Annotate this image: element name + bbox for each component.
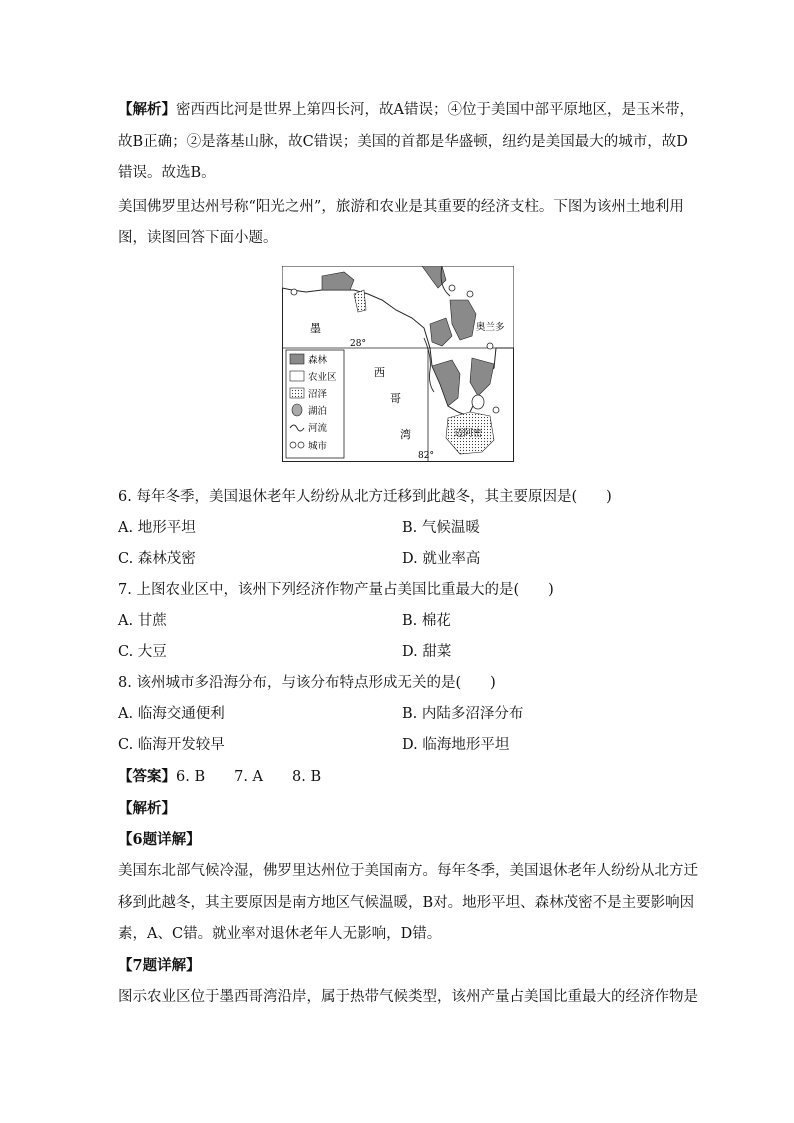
city-marker: [467, 291, 473, 297]
detail-6-line-1: 美国东北部气候冷湿，佛罗里达州位于美国南方。每年冬季，美国退休老年人纷纷从北方迁: [118, 863, 698, 879]
florida-land-use-map: [282, 266, 514, 462]
legend-forest-label: 森林: [308, 355, 328, 366]
q8-option-b: B. 内陆多沼泽分布: [402, 706, 524, 722]
question-6-stem: 6. 每年冬季，美国退休老年人纷纷从北方迁移到此越冬，其主要原因是( ): [118, 489, 612, 505]
detail-7-title: 【7题详解】: [118, 957, 201, 974]
legend-river-label: 河流: [308, 423, 328, 434]
detail-6-line-3: 素，A、C错。就业率对退休老年人无影响，D错。: [118, 926, 442, 942]
q6-option-c: C. 森林茂密: [118, 551, 196, 567]
city-marker: [493, 407, 499, 413]
q6-option-a: A. 地形平坦: [118, 520, 196, 536]
analysis-line-2: 故B正确；②是落基山脉，故C错误；美国的首都是华盛顿，纽约是美国最大的城市，故D: [118, 134, 688, 150]
sea-char-3: 哥: [390, 392, 401, 405]
answer-line: [118, 767, 321, 787]
analysis-heading: 【解析】: [118, 800, 176, 817]
lon-label: 82°: [418, 451, 434, 461]
q8-option-c: C. 临海开发较早: [118, 737, 225, 753]
city-label-orlando: 奥兰多: [476, 322, 505, 333]
q7-option-c: C. 大豆: [118, 644, 167, 660]
detail-6-title: 【6题详解】: [118, 831, 201, 848]
legend-lake-swatch: [292, 404, 302, 416]
legend-swamp-swatch: [290, 388, 304, 398]
q8-option-a: A. 临海交通便利: [118, 706, 225, 722]
detail-6-line-2: 移到此越冬，其主要原因是南方地区气候温暖，B对。地形平坦、森林茂密不是主要影响因: [118, 895, 695, 911]
answer-label: 【答案】: [118, 768, 176, 785]
question-7-stem: 7. 上图农业区中，该州下列经济作物产量占美国比重最大的是( ): [118, 582, 554, 598]
sea-char-1: 墨: [310, 322, 321, 335]
analysis-line-1: [118, 100, 694, 120]
intro-line-2: 图，读图回答下面小题。: [118, 230, 278, 246]
q7-option-a: A. 甘蔗: [118, 613, 167, 629]
legend-city-swatch: [290, 442, 296, 448]
detail-7-line-1: 图示农业区位于墨西哥湾沿岸，属于热带气候类型，该州产量占美国比重最大的经济作物是: [118, 989, 698, 1005]
question-8-stem: 8. 该州城市多沿海分布，与该分布特点形成无关的是( ): [118, 675, 496, 691]
lake: [472, 395, 484, 409]
sea-char-2: 西: [374, 366, 385, 379]
legend-forest-swatch: [290, 354, 304, 364]
sea-char-4: 湾: [400, 428, 411, 441]
city-marker: [449, 285, 455, 291]
city-label-miami: 迈阿密: [454, 428, 483, 439]
city-marker: [291, 289, 297, 295]
analysis-label: 【解析】: [118, 101, 176, 118]
intro-line-1: 美国佛罗里达州号称“阳光之州”，旅游和农业是其重要的经济支柱。下图为该州土地利用: [118, 199, 684, 215]
q6-option-b: B. 气候温暖: [402, 520, 480, 536]
answer-text: 6. B 7. A 8. B: [176, 769, 322, 785]
legend-lake-label: 湖泊: [308, 406, 328, 417]
legend-farm-label: 农业区: [308, 372, 337, 383]
city-marker: [487, 343, 493, 349]
legend-city-swatch: [298, 442, 304, 448]
q6-option-d: D. 就业率高: [402, 551, 481, 567]
q7-option-b: B. 棉花: [402, 613, 451, 629]
lat-label: 28°: [350, 339, 366, 349]
q8-option-d: D. 临海地形平坦: [402, 737, 510, 753]
analysis-line-3: 错误。故选B。: [118, 165, 216, 181]
legend-swamp-label: 沼泽: [308, 389, 328, 400]
q7-option-d: D. 甜菜: [402, 644, 452, 660]
analysis-text-1: 密西西比河是世界上第四长河，故A错误；④位于美国中部平原地区，是玉米带，: [176, 102, 694, 118]
legend-farm-swatch: [290, 371, 304, 381]
legend-city-label: 城市: [308, 441, 328, 452]
